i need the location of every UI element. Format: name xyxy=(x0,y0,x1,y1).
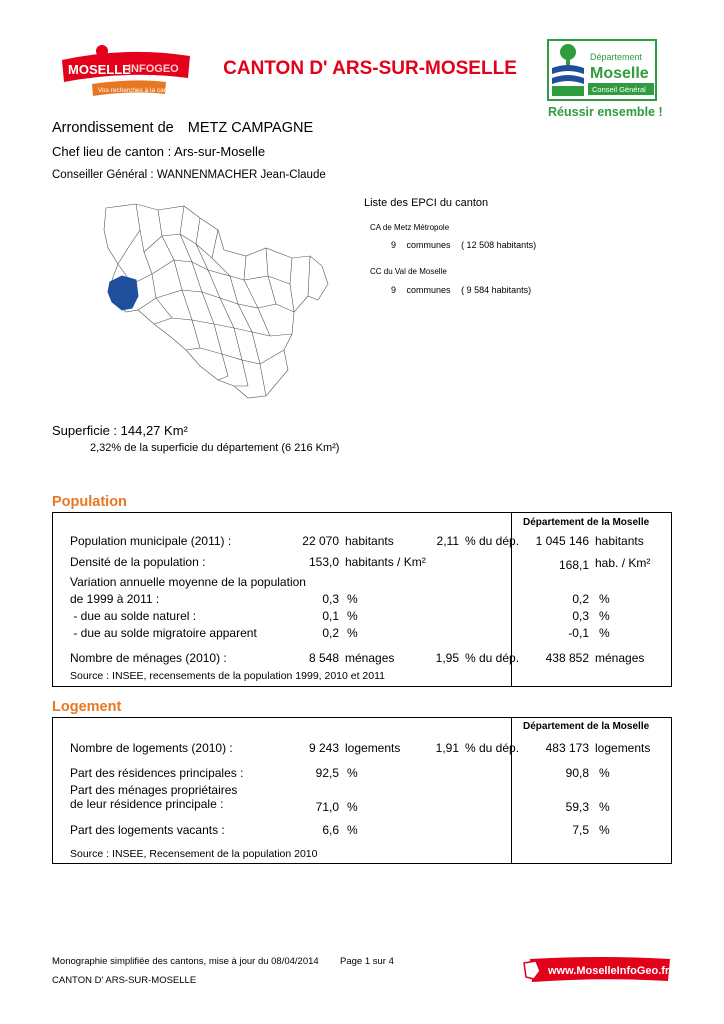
main-residences-unit: % xyxy=(347,766,358,780)
owners-unit: % xyxy=(347,800,358,814)
migration-balance-dept-value: -0,1 xyxy=(568,626,589,640)
epci-name: CC du Val de Moselle xyxy=(370,267,447,276)
main-residences-label: Part des résidences principales : xyxy=(70,766,244,780)
vacant-label: Part des logements vacants : xyxy=(70,823,225,837)
variation-period-label: de 1999 à 2011 : xyxy=(70,592,160,606)
population-heading: Population xyxy=(52,494,127,510)
epci-details xyxy=(391,240,536,250)
vacant-dept-unit: % xyxy=(599,823,610,837)
epci-title: Liste des EPCI du canton xyxy=(364,197,489,209)
main-residences-dept-value: 90,8 xyxy=(565,766,589,780)
epci-communes-label: communes xyxy=(406,285,451,295)
households-label: Nombre de ménages (2010) : xyxy=(70,651,227,665)
arrondissement-label: Arrondissement de xyxy=(52,120,174,136)
moselleinfogeo-logo xyxy=(62,42,190,104)
population-source: Source : INSEE, recensements de la population 1999, 2010 et 2011 xyxy=(70,670,386,682)
dwellings-label: Nombre de logements (2010) : xyxy=(70,741,233,755)
migration-balance-unit: % xyxy=(347,626,358,640)
logo-tagline: Vos recherches à la carte xyxy=(98,87,172,94)
vacant-value: 6,6 xyxy=(322,823,339,837)
logo-word-moselle: MOSELLE xyxy=(68,62,131,77)
arrondissement-line xyxy=(52,120,313,136)
population-table xyxy=(52,512,672,687)
density-value: 153,0 xyxy=(308,555,339,569)
logo-conseil-general: Conseil Général xyxy=(592,85,646,94)
logo-moselle: Moselle xyxy=(590,65,649,82)
logement-source: Source : INSEE, Recensement de la population 2010 xyxy=(70,848,318,860)
superficie-share: 2,32% de la superficie du département (6 216 Km²) xyxy=(90,442,340,454)
arrondissement-value: METZ CAMPAGNE xyxy=(187,120,314,136)
density-dept-unit: hab. / Km² xyxy=(595,556,651,570)
epci-communes-label: communes xyxy=(406,240,451,250)
households-value: 8 548 xyxy=(308,651,339,665)
canton-map xyxy=(96,200,346,404)
owners-label: Part des ménages propriétaires xyxy=(70,783,238,797)
natural-balance-label: - due au solde naturel : xyxy=(70,609,197,623)
migration-balance-label: - due au solde migratoire apparent xyxy=(70,626,257,640)
vacant-dept-value: 7,5 xyxy=(572,823,589,837)
households-pct: 1,95 xyxy=(435,651,459,665)
dwellings-pct-unit: % du dép. xyxy=(465,741,520,755)
households-pct-unit: % du dép. xyxy=(465,651,520,665)
pop-dept-value: 1 045 146 xyxy=(535,534,589,548)
dept-column-header: Département de la Moselle xyxy=(523,721,650,732)
owners-dept-value: 59,3 xyxy=(565,800,589,814)
pop-label: Population municipale (2011) : xyxy=(70,534,232,548)
owners-label-continued: de leur résidence principale : xyxy=(70,797,224,811)
page-title: CANTON D' ARS-SUR-MOSELLE xyxy=(223,58,517,79)
pop-pct: 2,11 xyxy=(436,534,459,548)
main-residences-dept-unit: % xyxy=(599,766,610,780)
footer-page-number: Page 1 sur 4 xyxy=(340,956,394,967)
variation-dept-unit: % xyxy=(599,592,610,606)
epci-habitants: ( 12 508 habitants) xyxy=(461,240,537,250)
logo-slogan: Réussir ensemble ! xyxy=(548,105,662,119)
website-link[interactable] xyxy=(522,955,672,985)
logo-word-infogeo: INFOGEO xyxy=(128,63,179,75)
migration-balance-dept-unit: % xyxy=(599,626,610,640)
households-dept-value: 438 852 xyxy=(545,651,589,665)
pop-unit: habitants xyxy=(345,534,394,548)
epci-communes-count: 9 xyxy=(391,285,397,295)
pop-dept-unit: habitants xyxy=(595,534,644,548)
dwellings-pct: 1,91 xyxy=(435,741,459,755)
density-dept-value: 168,1 xyxy=(558,558,589,572)
dwellings-unit: logements xyxy=(345,741,401,755)
dwellings-value: 9 243 xyxy=(308,741,339,755)
logement-table xyxy=(52,717,672,864)
density-unit: habitants / Km² xyxy=(345,555,426,569)
variation-unit: % xyxy=(347,592,358,606)
footer-update-line: Monographie simplifiée des cantons, mise à jour du 08/04/2014 xyxy=(52,956,319,967)
variation-dept-value: 0,2 xyxy=(572,592,589,606)
epci-details xyxy=(391,285,531,295)
departement-moselle-logo xyxy=(544,38,662,122)
footer-canton-name: CANTON D' ARS-SUR-MOSELLE xyxy=(52,975,197,986)
conseiller-line: Conseiller Général : WANNENMACHER Jean-Claude xyxy=(52,169,326,181)
superficie-value: Superficie : 144,27 Km² xyxy=(52,423,188,438)
variation-label: Variation annuelle moyenne de la population xyxy=(70,575,306,589)
epci-name: CA de Metz Métropole xyxy=(370,223,450,232)
natural-balance-dept-value: 0,3 xyxy=(572,609,589,623)
households-unit: ménages xyxy=(345,651,395,665)
dwellings-dept-value: 483 173 xyxy=(545,741,589,755)
chef-lieu-line: Chef lieu de canton : Ars-sur-Moselle xyxy=(52,144,266,159)
migration-balance-value: 0,2 xyxy=(322,626,339,640)
density-label: Densité de la population : xyxy=(70,555,206,569)
owners-value: 71,0 xyxy=(315,800,339,814)
main-residences-value: 92,5 xyxy=(315,766,339,780)
dept-column-header: Département de la Moselle xyxy=(523,517,650,528)
natural-balance-unit: % xyxy=(347,609,358,623)
dwellings-dept-unit: logements xyxy=(595,741,651,755)
website-url: www.MoselleInfoGeo.fr xyxy=(548,965,670,977)
natural-balance-dept-unit: % xyxy=(599,609,610,623)
table-divider xyxy=(511,718,512,863)
owners-dept-unit: % xyxy=(599,800,610,814)
pop-pct-unit: % du dép. xyxy=(465,534,520,548)
epci-habitants: ( 9 584 habitants) xyxy=(461,285,532,295)
vacant-unit: % xyxy=(347,823,358,837)
canton-highlight xyxy=(108,276,138,310)
natural-balance-value: 0,1 xyxy=(322,609,339,623)
households-dept-unit: ménages xyxy=(595,651,645,665)
epci-communes-count: 9 xyxy=(391,240,397,250)
variation-value: 0,3 xyxy=(322,592,339,606)
logo-departement: Département xyxy=(590,52,643,62)
pop-value: 22 070 xyxy=(302,534,339,548)
logement-heading: Logement xyxy=(52,699,122,715)
